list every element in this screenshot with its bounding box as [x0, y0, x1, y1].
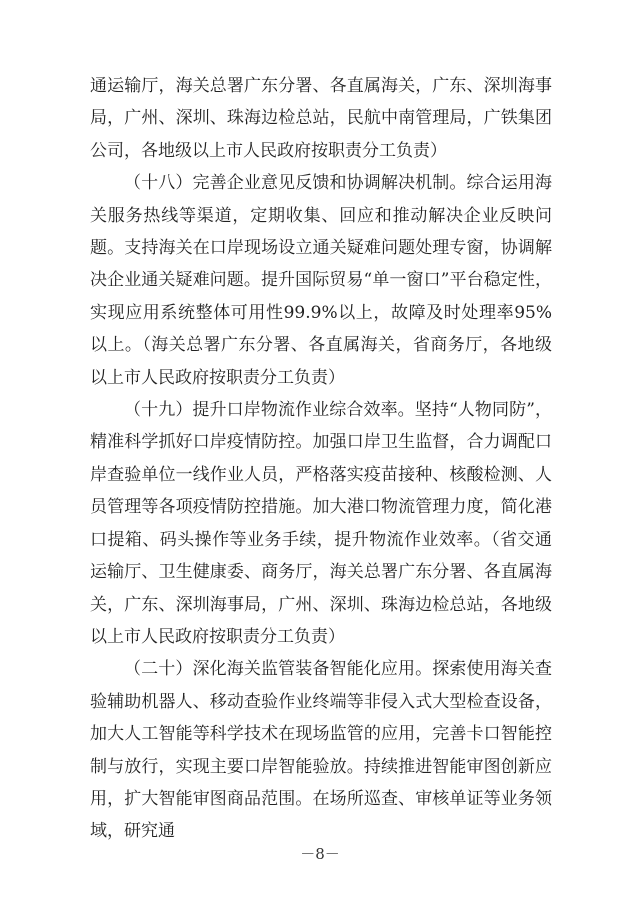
document-body [90, 70, 552, 848]
page-number: －8－ [300, 845, 340, 863]
paragraph-item-19: （十九）提升口岸物流作业综合效率。坚持“人物同防”，精准科学抓好口岸疫情防控。加强口岸卫生监督，合力调配口岸查验单位一线作业人员，严格落实疫苗接种、核酸检测、人员管理等各项疫情防控措施。加大港口物流管理力度，简化港口提箱、码头操作等业务手续，提升物流作业效率。（省交通运输厅、卫生健康委、商务厅，海关总署广东分署、各直属海关，广东、深圳海事局，广州、深圳、珠海边检总站，各地级以上市人民政府按职责分工负责） [90, 400, 552, 647]
paragraph-continued: 通运输厅，海关总署广东分署、各直属海关，广东、深圳海事局，广州、深圳、珠海边检总站，民航中南管理局，广铁集团公司，各地级以上市人民政府按职责分工负责） [90, 76, 552, 161]
paragraph-item-18: （十八）完善企业意见反馈和协调解决机制。综合运用海关服务热线等渠道，定期收集、回应和推动解决企业反映问题。支持海关在口岸现场设立通关疑难问题处理专窗，协调解决企业通关疑难问题。提升国际贸易“单一窗口”平台稳定性，实现应用系统整体可用性99.9%以上，故障及时处理率95%以上。（海关总署广东分署、各直属海关，省商务厅，各地级以上市人民政府按职责分工负责） [90, 173, 552, 388]
paragraph-item-20: （二十）深化海关监管装备智能化应用。探索使用海关查验辅助机器人、移动查验作业终端等非侵入式大型检查设备，加大人工智能等科学技术在现场监管的应用，完善卡口智能控制与放行，实现主要口岸智能验放。持续推进智能审图创新应用，扩大智能审图商品范围。在场所巡查、审核单证等业务领域，研究通 [90, 659, 552, 842]
